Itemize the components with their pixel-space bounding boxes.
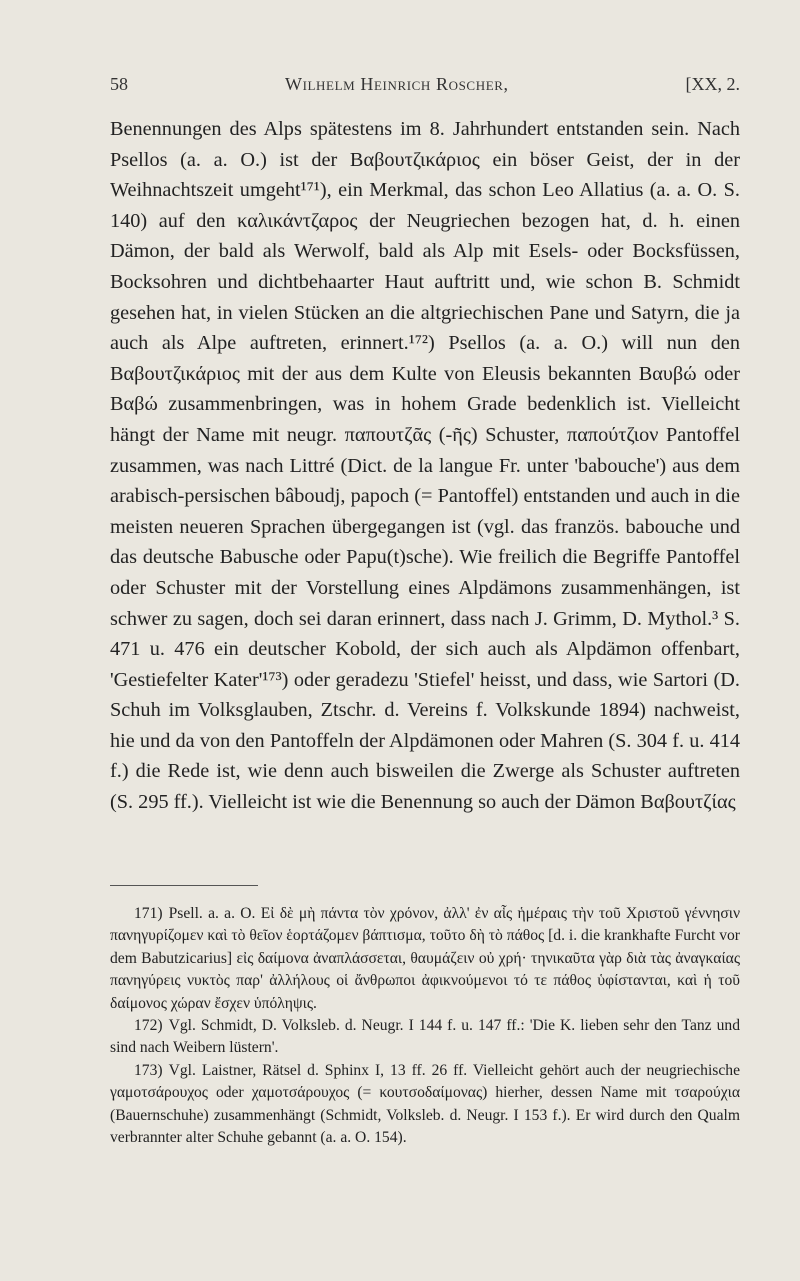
footnote-text: Vgl. Laistner, Rätsel d. Sphinx I, 13 ff. 26 ff. Vielleicht gehört auch der neugriechische γαμοτσάρουχος oder χαμοτσάρουχος (= κουτσοδαίμονας) hierher, dessen Name mit τσαρούχια (Bauernschuhe) zusammenhängt (Schmidt, Volksleb. d. Neugr. I 153 f.). Er wird durch den Qualm verbrannter alter Schuhe gebannt (a. a. O. 154). (110, 1061, 740, 1147)
page-number: 58 (110, 74, 128, 94)
footnote-number: 172) (134, 1017, 163, 1035)
footnote-text: Vgl. Schmidt, D. Volksleb. d. Neugr. I 144 f. u. 147 ff.: 'Die K. lieben sehr den Tanz und sind nach Weibern lüstern'. (110, 1017, 740, 1057)
footnote-text: Psell. a. a. O. Εἰ δὲ μὴ πάντα τὸν χρόνον, ἀλλ' ἐν αἷς ἡμέραις τὴν τοῦ Χριστοῦ γέννησιν πανηγυρίζομεν καὶ τὸ θεῖον ἑορτάζομεν βάπτισμα, τοῦτο δὴ τὸ πάθος [d. i. die krankhafte Furcht vor dem Babutzicarius] εἰς δαίμονα ἀναπλάσσεται, θαυμάζειν οὐ χρή· τηνικαῦτα γὰρ διὰ τὰς ἀναγκαίας πανηγύρεις νυκτὸς παρ' ἀλλήλους οἱ ἄνθρωποι ἀφικνούμενοι τό τε πάθος ὑφίστανται, καὶ ἡ τοῦ δαίμονος χώραν ἔσχεν ὑπόληψις. (110, 905, 740, 1012)
footnote-number: 173) (134, 1061, 163, 1079)
footnotes (110, 903, 740, 1149)
footnote-divider (110, 885, 258, 886)
running-head-author: Wilhelm Heinrich Roscher, (285, 74, 509, 94)
footnote-171 (110, 903, 740, 1015)
running-head (110, 74, 740, 102)
footnote-number: 171) (134, 905, 163, 922)
running-head-section-ref: [XX, 2. (685, 74, 740, 94)
footnote-173 (110, 1060, 740, 1150)
footnote-172 (110, 1015, 740, 1060)
body-paragraph: Benennungen des Alps spätestens im 8. Jahrhundert entstanden sein. Nach Psellos (a. a. O.) ist der Βαβουτζικάριος ein böser Geist, der in der Weihnachtszeit umgeht¹⁷¹), ein Merkmal, das schon Leo Allatius (a. a. O. S. 140) auf den καλικάντζαρος der Neugriechen bezogen hat, d. h. einen Dämon, der bald als Werwolf, bald als Alp mit Esels- oder Bocksfüssen, Bocksohren und dichtbehaarter Haut auftritt und, wie schon B. Schmidt gesehen hat, in vielen Stücken an die altgriechischen Pane und Satyrn, die ja auch als Alpe auftreten, erinnert.¹⁷²) Psellos (a. a. O.) will nun den Βαβουτζικάριος mit der aus dem Kulte von Eleusis bekannten Βαυβώ oder Βαβώ zusammenbringen, was in hohem Grade bedenklich ist. Vielleicht hängt der Name mit neugr. παπουτζᾶς (-ῆς) Schuster, παπούτζιον Pantoffel zusammen, was nach Littré (Dict. de la langue Fr. unter 'babouche') aus dem arabisch-persischen bâboudj, papoch (= Pantoffel) entstanden und auch in die meisten neueren Sprachen übergegangen ist (vgl. das französ. babouche und das deutsche Babusche oder Papu(t)sche). Wie freilich die Begriffe Pantoffel oder Schuster mit der Vorstellung eines Alpdämons zusammenhängen, ist schwer zu sagen, doch sei daran erinnert, dass nach J. Grimm, D. Mythol.³ S. 471 u. 476 ein deutscher Kobold, der sich auch als Alpdämon offenbart, 'Gestiefelter Kater'¹⁷³) oder geradezu 'Stiefel' heisst, und dass, wie Sartori (D. Schuh im Volksglauben, Ztschr. d. Vereins f. Volkskunde 1894) nachweist, hie und da von den Pantoffeln der Alpdämonen oder Mahren (S. 304 f. u. 414 f.) die Rede ist, wie denn auch bisweilen die Zwerge als Schuster auftreten (S. 295 ff.). Vielleicht ist wie die Benennung so auch der Dämon Βαβουτζίας (110, 118, 740, 814)
main-text (110, 114, 740, 818)
